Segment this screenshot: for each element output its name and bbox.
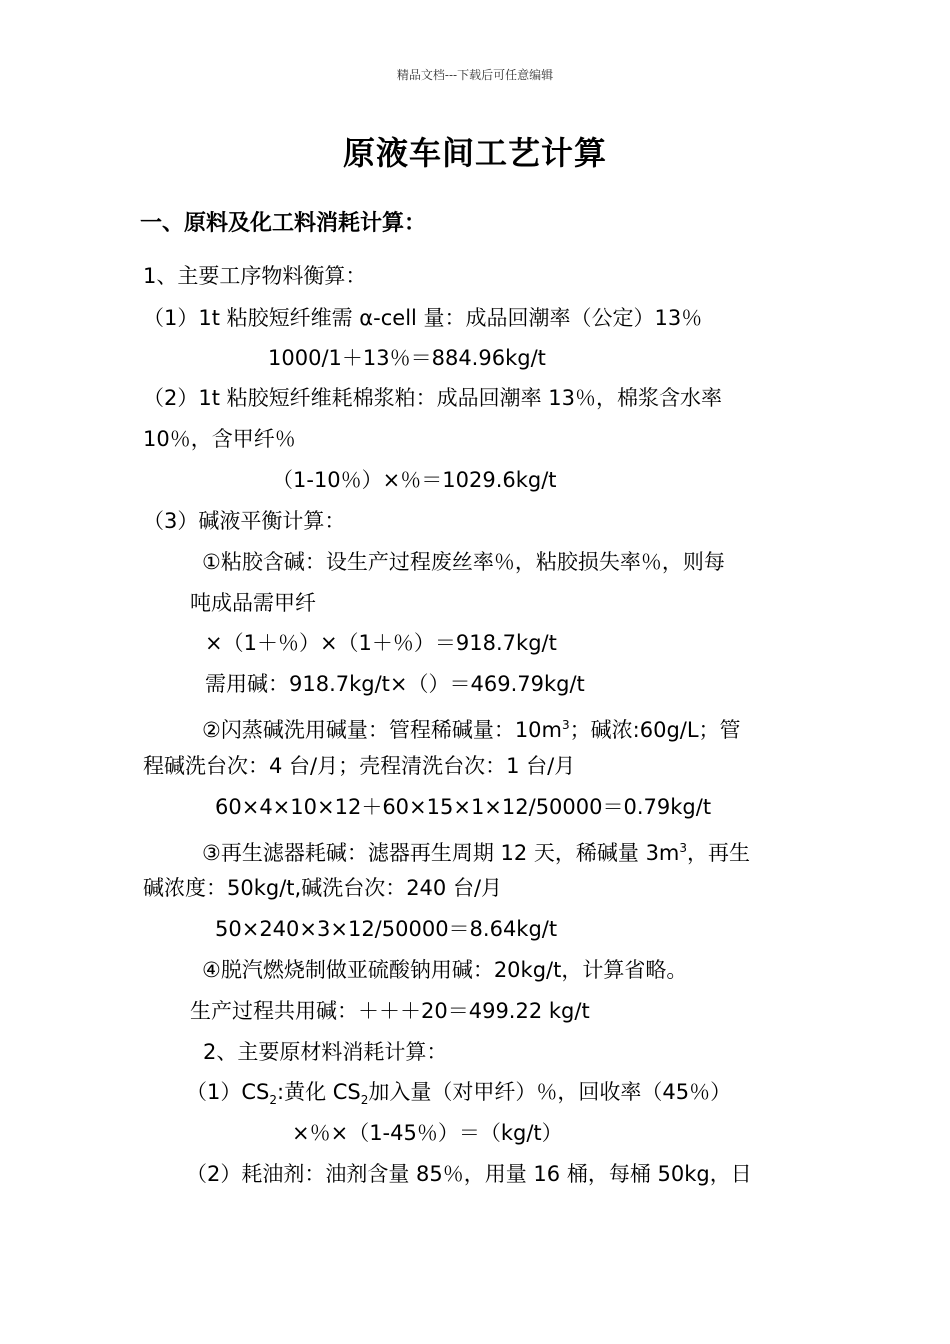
subscript: 2 bbox=[360, 1093, 369, 1108]
text-run: ；碱浓:60g/L；管 bbox=[569, 718, 741, 742]
subsection-heading: 2、主要原材料消耗计算： bbox=[203, 1040, 448, 1064]
superscript: 3 bbox=[679, 841, 688, 855]
formula-line: 50×240×3×12/50000＝8.64kg/t bbox=[215, 917, 558, 941]
paragraph-line: 生产过程共用碱：＋＋＋20＝499.22 kg/t bbox=[190, 999, 590, 1023]
paragraph-line: （2）耗油剂：油剂含量 85％，用量 16 桶，每桶 50kg，日 bbox=[186, 1162, 752, 1186]
paragraph-line: 碱浓度：50kg/t,碱洗台次：240 台/月 bbox=[143, 876, 503, 900]
text-run: （1）CS bbox=[186, 1080, 270, 1104]
paragraph-line bbox=[186, 1078, 731, 1114]
paragraph-line: 吨成品需甲纤 bbox=[190, 591, 316, 615]
formula-line: ×％×（1-45％）＝（kg/t） bbox=[292, 1121, 563, 1145]
text-run: 加入量（对甲纤）％，回收率（45％） bbox=[368, 1080, 732, 1104]
paragraph-line: ①粘胶含碱：设生产过程废丝率％，粘胶损失率％，则每 bbox=[202, 550, 725, 574]
subsection-heading: 1、主要工序物料衡算： bbox=[143, 264, 367, 288]
subscript: 2 bbox=[269, 1093, 277, 1108]
paragraph-line: （3）碱液平衡计算： bbox=[143, 509, 346, 533]
superscript: 3 bbox=[562, 718, 570, 732]
paragraph-line: （1）1t 粘胶短纤维需 α-cell 量：成品回潮率（公定）13％ bbox=[143, 306, 703, 330]
formula-line: 需用碱：918.7kg/t×（）＝469.79kg/t bbox=[205, 672, 585, 696]
section-heading: 一、原料及化工料消耗计算： bbox=[140, 211, 427, 236]
formula-line: （1-10％）×％＝1029.6kg/t bbox=[272, 468, 557, 492]
text-run: ②闪蒸碱洗用碱量：管程稀碱量：10m bbox=[202, 718, 563, 742]
paragraph-line: 程碱洗台次：4 台/月；壳程清洗台次：1 台/月 bbox=[143, 754, 576, 778]
formula-line: ×（1＋％）×（1＋％）＝918.7kg/t bbox=[205, 631, 557, 655]
paragraph-line bbox=[202, 711, 741, 744]
text-run: ③再生滤器耗碱：滤器再生周期 12 天，稀碱量 3m bbox=[202, 841, 680, 865]
paragraph-line: 10％，含甲纤％ bbox=[143, 427, 296, 451]
page-header: 精品文档---下载后可任意编辑 bbox=[396, 68, 554, 82]
text-run: ，再生 bbox=[687, 841, 751, 865]
text-run: :黄化 CS bbox=[277, 1080, 361, 1104]
paragraph-line: （2）1t 粘胶短纤维耗棉浆粕：成品回潮率 13％，棉浆含水率 bbox=[143, 386, 723, 410]
formula-line: 60×4×10×12＋60×15×1×12/50000＝0.79kg/t bbox=[215, 795, 712, 819]
paragraph-line bbox=[202, 834, 750, 867]
formula-line: 1000/1＋13％＝884.96kg/t bbox=[268, 346, 546, 370]
paragraph-line: ④脱汽燃烧制做亚硫酸钠用碱：20kg/t，计算省略。 bbox=[202, 958, 688, 982]
page-title: 原液车间工艺计算 bbox=[342, 134, 607, 172]
